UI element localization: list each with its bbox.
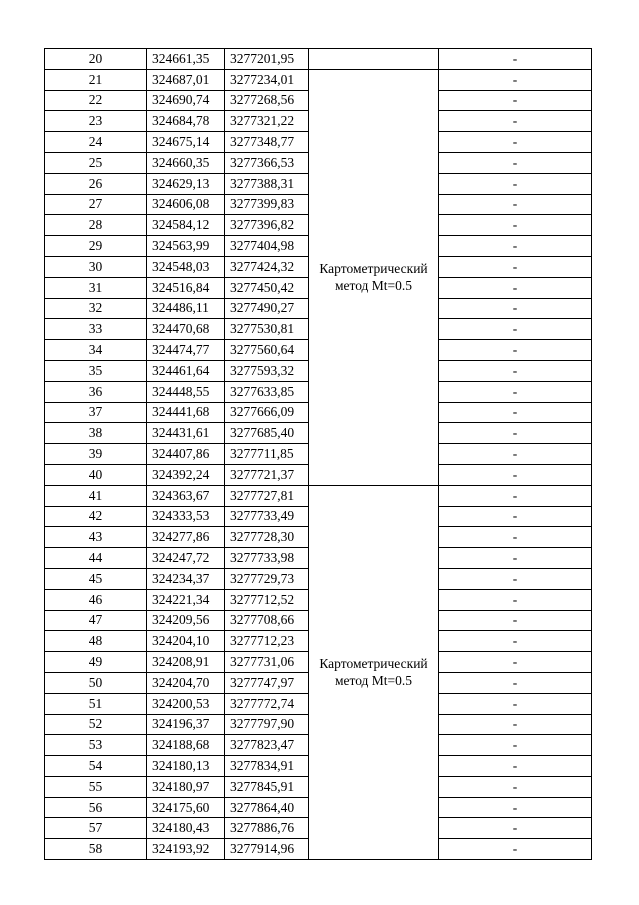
x-coordinate-cell: 324675,14 (147, 132, 225, 153)
x-coordinate-cell: 324221,34 (147, 589, 225, 610)
y-coordinate-cell: 3277747,97 (225, 672, 309, 693)
dash-cell: - (439, 631, 592, 652)
point-number-cell: 50 (45, 672, 147, 693)
x-coordinate-cell: 324441,68 (147, 402, 225, 423)
y-coordinate-cell: 3277366,53 (225, 152, 309, 173)
y-coordinate-cell: 3277450,42 (225, 277, 309, 298)
x-coordinate-cell: 324180,13 (147, 756, 225, 777)
dash-cell: - (439, 69, 592, 90)
x-coordinate-cell: 324606,08 (147, 194, 225, 215)
dash-cell: - (439, 381, 592, 402)
point-number-cell: 40 (45, 464, 147, 485)
point-number-cell: 32 (45, 298, 147, 319)
dash-cell: - (439, 568, 592, 589)
point-number-cell: 35 (45, 360, 147, 381)
dash-cell: - (439, 111, 592, 132)
point-number-cell: 47 (45, 610, 147, 631)
point-number-cell: 46 (45, 589, 147, 610)
dash-cell: - (439, 277, 592, 298)
y-coordinate-cell: 3277834,91 (225, 756, 309, 777)
x-coordinate-cell: 324563,99 (147, 236, 225, 257)
dash-cell: - (439, 49, 592, 70)
x-coordinate-cell: 324431,61 (147, 423, 225, 444)
point-number-cell: 44 (45, 548, 147, 569)
point-number-cell: 49 (45, 652, 147, 673)
y-coordinate-cell: 3277685,40 (225, 423, 309, 444)
dash-cell: - (439, 194, 592, 215)
x-coordinate-cell: 324363,67 (147, 485, 225, 506)
point-number-cell: 57 (45, 818, 147, 839)
point-number-cell: 54 (45, 756, 147, 777)
y-coordinate-cell: 3277348,77 (225, 132, 309, 153)
y-coordinate-cell: 3277733,98 (225, 548, 309, 569)
y-coordinate-cell: 3277728,30 (225, 527, 309, 548)
x-coordinate-cell: 324392,24 (147, 464, 225, 485)
y-coordinate-cell: 3277530,81 (225, 319, 309, 340)
point-number-cell: 26 (45, 173, 147, 194)
point-number-cell: 24 (45, 132, 147, 153)
y-coordinate-cell: 3277864,40 (225, 797, 309, 818)
dash-cell: - (439, 464, 592, 485)
point-number-cell: 43 (45, 527, 147, 548)
point-number-cell: 37 (45, 402, 147, 423)
x-coordinate-cell: 324247,72 (147, 548, 225, 569)
x-coordinate-cell: 324204,10 (147, 631, 225, 652)
y-coordinate-cell: 3277712,23 (225, 631, 309, 652)
x-coordinate-cell: 324333,53 (147, 506, 225, 527)
point-number-cell: 21 (45, 69, 147, 90)
point-number-cell: 23 (45, 111, 147, 132)
dash-cell: - (439, 756, 592, 777)
x-coordinate-cell: 324193,92 (147, 839, 225, 860)
y-coordinate-cell: 3277727,81 (225, 485, 309, 506)
point-number-cell: 38 (45, 423, 147, 444)
dash-cell: - (439, 256, 592, 277)
point-number-cell: 51 (45, 693, 147, 714)
y-coordinate-cell: 3277666,09 (225, 402, 309, 423)
table-row (45, 69, 592, 90)
dash-cell: - (439, 298, 592, 319)
x-coordinate-cell: 324629,13 (147, 173, 225, 194)
coordinates-table (44, 48, 592, 860)
method-cell: Картометрический метод Mt=0.5 (309, 485, 439, 859)
x-coordinate-cell: 324180,97 (147, 776, 225, 797)
y-coordinate-cell: 3277708,66 (225, 610, 309, 631)
dash-cell: - (439, 360, 592, 381)
y-coordinate-cell: 3277404,98 (225, 236, 309, 257)
y-coordinate-cell: 3277733,49 (225, 506, 309, 527)
x-coordinate-cell: 324204,70 (147, 672, 225, 693)
point-number-cell: 52 (45, 714, 147, 735)
y-coordinate-cell: 3277823,47 (225, 735, 309, 756)
dash-cell: - (439, 423, 592, 444)
point-number-cell: 25 (45, 152, 147, 173)
x-coordinate-cell: 324690,74 (147, 90, 225, 111)
y-coordinate-cell: 3277772,74 (225, 693, 309, 714)
dash-cell: - (439, 797, 592, 818)
y-coordinate-cell: 3277633,85 (225, 381, 309, 402)
y-coordinate-cell: 3277797,90 (225, 714, 309, 735)
y-coordinate-cell: 3277886,76 (225, 818, 309, 839)
dash-cell: - (439, 319, 592, 340)
x-coordinate-cell: 324175,60 (147, 797, 225, 818)
y-coordinate-cell: 3277593,32 (225, 360, 309, 381)
x-coordinate-cell: 324660,35 (147, 152, 225, 173)
x-coordinate-cell: 324461,64 (147, 360, 225, 381)
dash-cell: - (439, 652, 592, 673)
point-number-cell: 31 (45, 277, 147, 298)
point-number-cell: 22 (45, 90, 147, 111)
dash-cell: - (439, 173, 592, 194)
y-coordinate-cell: 3277268,56 (225, 90, 309, 111)
x-coordinate-cell: 324448,55 (147, 381, 225, 402)
dash-cell: - (439, 152, 592, 173)
dash-cell: - (439, 215, 592, 236)
dash-cell: - (439, 818, 592, 839)
dash-cell: - (439, 506, 592, 527)
x-coordinate-cell: 324687,01 (147, 69, 225, 90)
dash-cell: - (439, 672, 592, 693)
dash-cell: - (439, 340, 592, 361)
x-coordinate-cell: 324584,12 (147, 215, 225, 236)
x-coordinate-cell: 324180,43 (147, 818, 225, 839)
dash-cell: - (439, 610, 592, 631)
point-number-cell: 53 (45, 735, 147, 756)
point-number-cell: 55 (45, 776, 147, 797)
point-number-cell: 48 (45, 631, 147, 652)
dash-cell: - (439, 402, 592, 423)
x-coordinate-cell: 324208,91 (147, 652, 225, 673)
point-number-cell: 39 (45, 444, 147, 465)
x-coordinate-cell: 324407,86 (147, 444, 225, 465)
y-coordinate-cell: 3277845,91 (225, 776, 309, 797)
table-row (45, 485, 592, 506)
y-coordinate-cell: 3277721,37 (225, 464, 309, 485)
x-coordinate-cell: 324209,56 (147, 610, 225, 631)
dash-cell: - (439, 444, 592, 465)
y-coordinate-cell: 3277424,32 (225, 256, 309, 277)
y-coordinate-cell: 3277396,82 (225, 215, 309, 236)
y-coordinate-cell: 3277321,22 (225, 111, 309, 132)
x-coordinate-cell: 324516,84 (147, 277, 225, 298)
point-number-cell: 27 (45, 194, 147, 215)
point-number-cell: 45 (45, 568, 147, 589)
y-coordinate-cell: 3277712,52 (225, 589, 309, 610)
x-coordinate-cell: 324474,77 (147, 340, 225, 361)
dash-cell: - (439, 548, 592, 569)
y-coordinate-cell: 3277490,27 (225, 298, 309, 319)
dash-cell: - (439, 693, 592, 714)
dash-cell: - (439, 90, 592, 111)
x-coordinate-cell: 324196,37 (147, 714, 225, 735)
x-coordinate-cell: 324548,03 (147, 256, 225, 277)
y-coordinate-cell: 3277731,06 (225, 652, 309, 673)
point-number-cell: 30 (45, 256, 147, 277)
dash-cell: - (439, 589, 592, 610)
dash-cell: - (439, 714, 592, 735)
x-coordinate-cell: 324234,37 (147, 568, 225, 589)
point-number-cell: 33 (45, 319, 147, 340)
coordinates-table-body (45, 49, 592, 860)
y-coordinate-cell: 3277399,83 (225, 194, 309, 215)
x-coordinate-cell: 324277,86 (147, 527, 225, 548)
dash-cell: - (439, 527, 592, 548)
point-number-cell: 56 (45, 797, 147, 818)
y-coordinate-cell: 3277201,95 (225, 49, 309, 70)
y-coordinate-cell: 3277234,01 (225, 69, 309, 90)
point-number-cell: 34 (45, 340, 147, 361)
y-coordinate-cell: 3277560,64 (225, 340, 309, 361)
point-number-cell: 42 (45, 506, 147, 527)
x-coordinate-cell: 324661,35 (147, 49, 225, 70)
x-coordinate-cell: 324200,53 (147, 693, 225, 714)
method-cell: Картометрический метод Mt=0.5 (309, 69, 439, 485)
point-number-cell: 36 (45, 381, 147, 402)
dash-cell: - (439, 839, 592, 860)
point-number-cell: 41 (45, 485, 147, 506)
x-coordinate-cell: 324188,68 (147, 735, 225, 756)
y-coordinate-cell: 3277711,85 (225, 444, 309, 465)
point-number-cell: 58 (45, 839, 147, 860)
point-number-cell: 29 (45, 236, 147, 257)
dash-cell: - (439, 132, 592, 153)
y-coordinate-cell: 3277388,31 (225, 173, 309, 194)
x-coordinate-cell: 324684,78 (147, 111, 225, 132)
table-row (45, 49, 592, 70)
y-coordinate-cell: 3277914,96 (225, 839, 309, 860)
y-coordinate-cell: 3277729,73 (225, 568, 309, 589)
dash-cell: - (439, 735, 592, 756)
point-number-cell: 20 (45, 49, 147, 70)
x-coordinate-cell: 324486,11 (147, 298, 225, 319)
method-cell (309, 49, 439, 70)
point-number-cell: 28 (45, 215, 147, 236)
dash-cell: - (439, 236, 592, 257)
x-coordinate-cell: 324470,68 (147, 319, 225, 340)
dash-cell: - (439, 485, 592, 506)
dash-cell: - (439, 776, 592, 797)
